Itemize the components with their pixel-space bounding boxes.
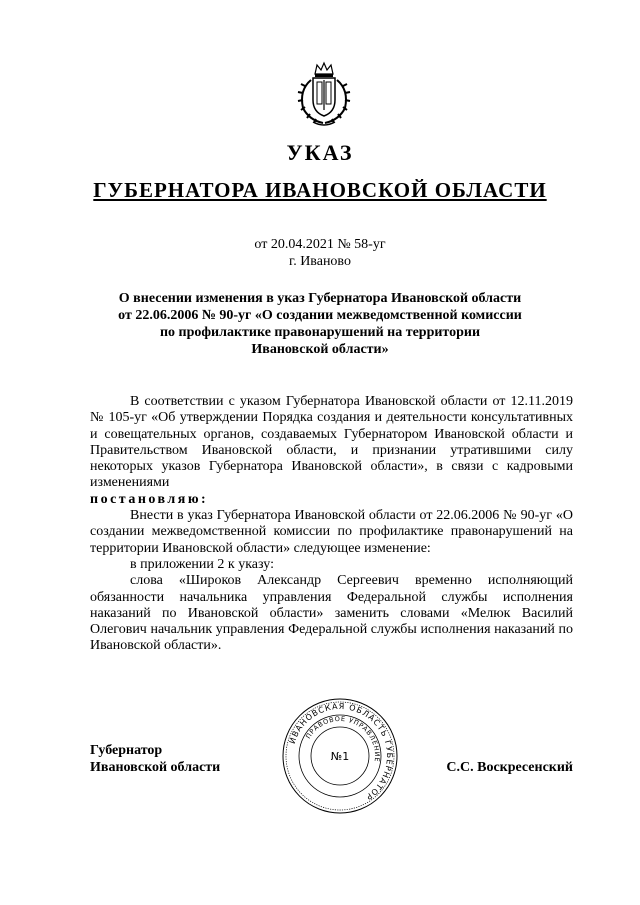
subject-line: О внесении изменения в указ Губернатора Ивановской области [118, 291, 522, 306]
seal-number: №1 [330, 750, 350, 763]
document-meta [0, 236, 640, 270]
date-number: от 20.04.2021 № 58-уг [254, 237, 386, 252]
subject-line: по профилактике правонарушений на территории [159, 325, 481, 340]
document-subject [90, 290, 550, 358]
signatory-name: С.С. Воскресенский [446, 760, 573, 775]
body-paragraph: в приложении 2 к указу: [130, 556, 274, 572]
issuing-authority-title: ГУБЕРНАТОРА ИВАНОВСКОЙ ОБЛАСТИ [93, 178, 547, 202]
decree-word [90, 492, 573, 508]
subject-line: Ивановской области» [251, 342, 389, 357]
decree-word-text: постановляю: [90, 491, 209, 507]
coat-of-arms-icon [293, 60, 355, 130]
body-paragraph [90, 394, 573, 492]
document-type-title: УКАЗ [286, 140, 354, 165]
seal-outer-text: ИВАНОВСКАЯ ОБЛАСТЬ ГУБЕРНАТОР [287, 701, 395, 802]
body-paragraph: Внести в указ Губернатора Ивановской области от 22.06.2006 № 90-уг «О создании межведомственной комиссии по профилактике правонарушений на территории Ивановской области» следующее изменение: [90, 508, 573, 556]
official-seal-icon [281, 697, 399, 815]
subject-line: от 22.06.2006 № 90-уг «О создании межведомственной комиссии [118, 308, 522, 323]
city: г. Иваново [289, 254, 351, 269]
seal-inner-text: ПРАВОВОЕ УПРАВЛЕНИЕ [304, 714, 382, 763]
position-line: Ивановской области [90, 760, 221, 775]
signatory-position [90, 742, 220, 776]
preamble-text: В соответствии с указом Губернатора Ивановской области от 12.11.2019 № 105-уг «Об утверждении Порядка создания и деятельности консультативных и совещательных органов, создаваемых Губернатором Ивановской области и Правительством Ивановской области, и признании утратившими силу некоторых указов Губернатора Ивановской области», в связи с кадровыми изменениями [90, 394, 573, 491]
document-body [90, 394, 573, 655]
position-line: Губернатор [90, 743, 163, 758]
body-paragraph: слова «Широков Александр Сергеевич временно исполняющий обязанности начальника управления Федеральной службы исполнения наказаний по Ивановской области» заменить словами «Мелюк Василий Олегович начальник управления Федеральной службы исполнения наказаний по Ивановской области». [90, 573, 573, 654]
